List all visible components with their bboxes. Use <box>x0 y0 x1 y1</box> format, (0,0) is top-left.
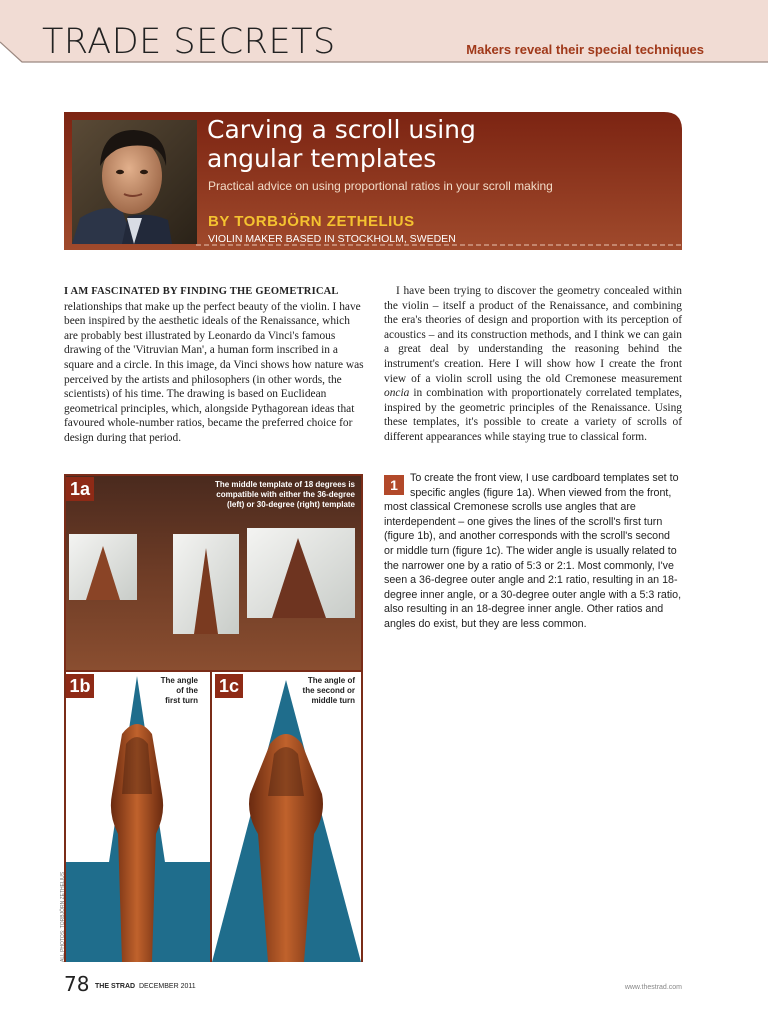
intro-text: relationships that make up the perfect beauty of the violin. I have been inspired by the aesthetic ideals of the Renaissance, which are probably best illustrated by Leonardo da Vinci's famous drawing of the 'Vitruvian Man', a human form inscribed in a square and a circle. In this image, da Vinci shows how nature was perceived by the artists and philosophers (in other words, the scientists) of his time. The drawing is based on Euclidean geometrical principles, which, alongside Pythagorean ideas that favoured whole-number ratios, became the preferred choice for design during that period. <box>64 300 364 444</box>
photo-credit-text: ALL PHOTOS: TORBJÖRN ZETHELIUS <box>60 872 66 962</box>
step-number-badge: 1 <box>384 475 404 495</box>
figure-1a-caption: The middle template of 18 degrees is compatible with either the 36-degree (left) or 30-degree (right) template <box>214 480 355 509</box>
article-title-line1: Carving a scroll using <box>207 115 476 144</box>
intro-paragraph <box>64 284 364 446</box>
page-number: 78 <box>64 972 90 996</box>
second-paragraph-text-end: in combination with proportionately correlated templates, inspired by the geometric principles of the Renaissance. Using these templates, it's possible to create a variety of scrolls of different appearances while staying true to classical form. <box>384 387 682 443</box>
section-title: TRADE SECRETS <box>42 22 336 62</box>
intro-lead: I AM FASCINATED BY FINDING THE GEOMETRICAL <box>64 286 339 297</box>
figure-1a-label: 1a <box>66 477 94 501</box>
template-30-degree <box>247 528 355 618</box>
figure-1c-label: 1c <box>215 674 243 698</box>
byline: BY TORBJÖRN ZETHELIUS <box>208 213 415 230</box>
figure-1b-label: 1b <box>66 674 94 698</box>
step-1 <box>384 471 682 632</box>
article-title <box>207 115 677 173</box>
template-36-degree <box>69 534 137 600</box>
template-18-degree <box>173 534 239 634</box>
figure-1b-caption: The angle of the first turn <box>160 676 198 705</box>
standfirst: Practical advice on using proportional ratios in your scroll making <box>208 179 553 193</box>
oncia-term: oncia <box>384 387 410 400</box>
photo-credit <box>57 872 67 962</box>
second-paragraph-text: I have been trying to discover the geometry concealed within the violin – itself a product of the Renaissance, and combining the era's theories of design and proportion with its perception of acoustics – and its construction methods, and I think we can gain a great deal by understanding the reasoning behind the instrument's creation. Here I will show how I create the front view of a violin scroll using the old Cremonese measurement <box>384 285 682 385</box>
author-role: VIOLIN MAKER BASED IN STOCKHOLM, SWEDEN <box>208 233 456 245</box>
issue-date: DECEMBER 2011 <box>138 983 196 990</box>
article-title-line2: angular templates <box>207 144 437 173</box>
intro-column <box>64 284 364 446</box>
second-column <box>384 284 682 445</box>
second-paragraph <box>384 284 682 445</box>
magazine-issue <box>95 983 196 990</box>
step-text: To create the front view, I use cardboard templates set to specific angles (figure 1a). When viewed from the front, most classical Cremonese scrolls use angles that are interdependent – one gives the lines of the scroll's first turn (figure 1b), and another corresponds with the scroll's second or middle turn (figure 1c). The wider angle is usually related to the narrower one by a ratio of 5:3 or 2:1. Most commonly, I've seen a 36-degree outer angle and 2:1 ratio, resulting in an 18-degree inner angle, or a 30-degree outer angle with a 5:3 ratio, also resulting in an 18-degree inner angle. Other ratios and angles do exist, but they are less common. <box>384 472 682 630</box>
section-tagline: Makers reveal their special techniques <box>466 42 704 57</box>
figure-1c-caption: The angle of the second or middle turn <box>302 676 355 705</box>
author-portrait <box>72 120 197 244</box>
website-link[interactable]: www.thestrad.com <box>624 984 682 991</box>
figure-panel <box>64 474 363 962</box>
magazine-name: THE STRAD <box>95 983 136 990</box>
